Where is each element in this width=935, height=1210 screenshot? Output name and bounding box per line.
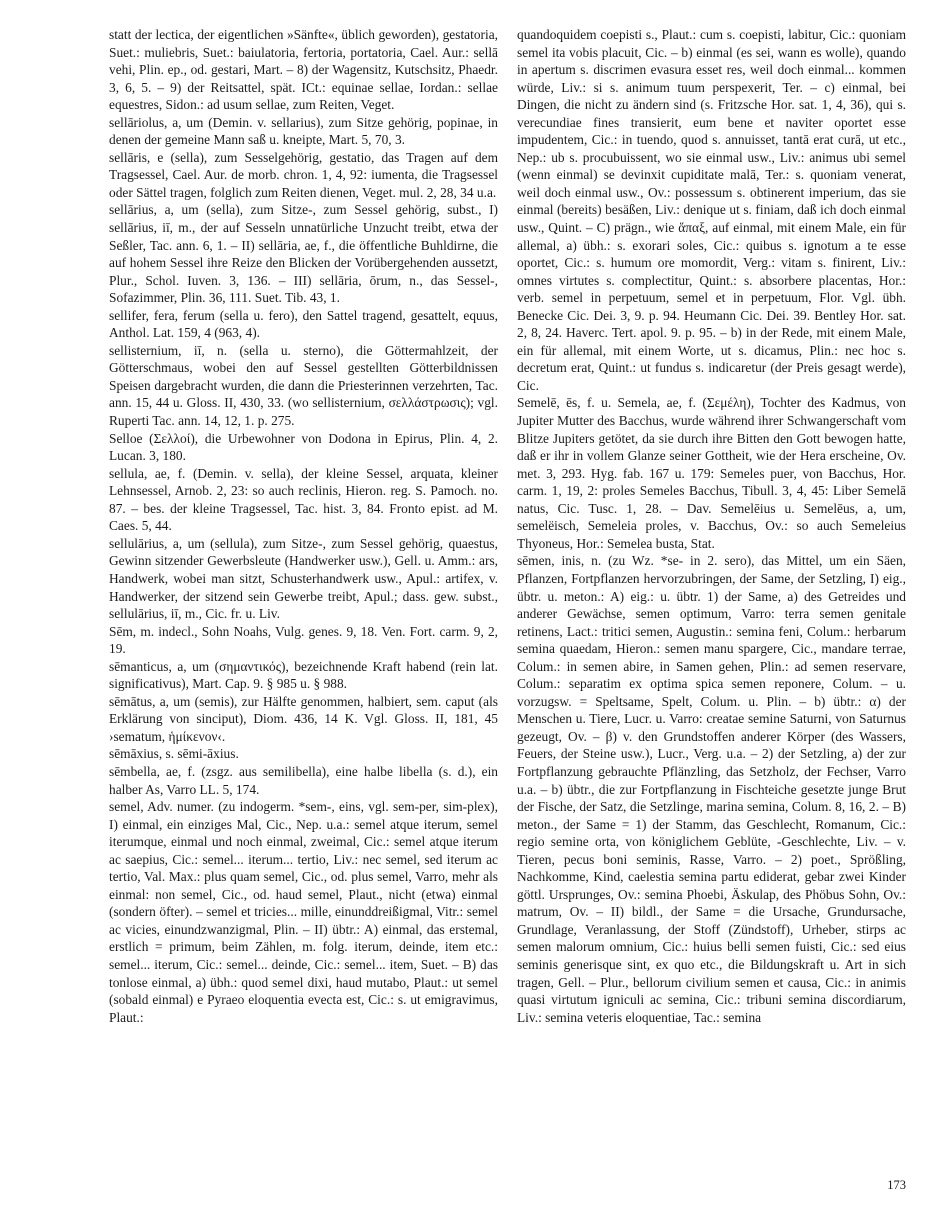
entry-semele bbox=[517, 394, 906, 552]
entry-text: sellāriolus, a, um (Demin. v. sellarius), zum Sitze gehörig, popinae, in denen der gemeine Mann saß u. kneipte, Mart. 5, 70, 3. bbox=[109, 114, 498, 148]
entry-text: sēmāxius, s. sēmi-āxius. bbox=[109, 746, 239, 762]
entry-sematus bbox=[109, 693, 498, 746]
entry-text: Semelē, ēs, f. u. Semela, ae, f. (Σεμέλη), Tochter des Kadmus, von Jupiter Mutter des Bacchus, wurde während ihrer Schwangerschaft vom Blitze Jupiters getötet, da sie durch ihre Bitten den Gott bewogen hatte, daß er ihr in vollem Glanze seiner Gottheit, wie der Hera erscheine, Ov. met. 3, 293. Hyg. fab. 167 u. 179: Semeles puer, von Bacchus, Hor. carm. 1, 19, 2: proles Semeles Bacchus, Tibull. 3, 4, 45: Liber Semelā natus, Cic. Tusc. 1, 28. – Dav. Semelēius u. Semelēus, a, um, semelëisch, Semeleia proles, v. Bacchus, Ov.: so auch Semeleius Thyoneus, Hor.: Semelea busta, Stat. bbox=[517, 395, 906, 551]
entry-text: sellārius, a, um (sella), zum Sitze-, zum Sessel gehörig, subst., I) sellārius, iī, m., der auf Sesseln unnatürliche Unzucht treibt, etwa der Seßler, Tac. ann. 6, 1. – II) sellāria, ae, f., die öffentliche Buhldirne, die auf hohem Sessel ihre Reize den Blicken der Vorübergehenden aussetzt, Plur., Schol. Iuven. 3, 136. – III) sellāria, ōrum, n., das Sessel-, Sofazimmer, Plin. 36, 111. Suet. Tib. 43, 1. bbox=[109, 202, 498, 306]
left-column bbox=[109, 26, 498, 1026]
entry-text: sellula, ae, f. (Demin. v. sella), der kleine Sessel, arquata, kleiner Lehnsessel, Arnob. 2, 23: so auch reclinis, Hieron. reg. S. Pamoch. no. 87. – bes. der kleine Tragsessel, Tac. hist. 3, 84. Fronto epist. ad M. Caes. 5, 44. bbox=[109, 465, 498, 534]
entry-text: semel, Adv. numer. (zu indogerm. *sem-, eins, vgl. sem-per, sim-plex), I) einmal, ein einziges Mal, Cic., Nep. u.a.: semel atque iterum, semel iterumque, einmal und noch einmal, zweimal, Cic.: semel atque iterum ac saepius, Cic.: semel... iterum... tertio, Liv.: nec semel, sed iterum ac tertio, Val. Max.: plus quam semel, Cic., od. plus semel, Varro, mehr als einmal: non semel, Cic., od. haud semel, Plaut., nicht (etwa) einmal (sondern öfter). – semel et tricies... mille, einunddreißigmal, Vitr.: semel ac vicies, einundzwanzigmal, Plin. – II) übtr.: A) einmal, das erstemal, erstlich = primum, beim Zählen, m. folg. iterum, deinde, item etc.: semel... iterum, Cic.: semel... deinde, Cic.: semel... item, Suet. – B) das tonlose einmal, a) übh.: quod semel dixi, haud mutabo, Plaut.: ut semel (sobald einmal) e Pyraeo eloquentia evecta est, Cic.: s. ut emigravimus, Plaut.: bbox=[109, 799, 498, 1025]
entry-semaxius bbox=[109, 745, 498, 763]
entry-text: sēmanticus, a, um (σημαντικός), bezeichnende Kraft habend (rein lat. significativus), Mart. Cap. 9. § 985 u. § 988. bbox=[109, 658, 498, 692]
entry-semanticus bbox=[109, 658, 498, 693]
entry-text: Sēm, m. indecl., Sohn Noahs, Vulg. genes. 9, 18. Ven. Fort. carm. 9, 2, 19. bbox=[109, 623, 498, 657]
entry-sellaris bbox=[109, 149, 498, 202]
entry-sembella bbox=[109, 763, 498, 798]
entry-selloe bbox=[109, 430, 498, 465]
entry-text: sellisternium, iī, n. (sella u. sterno), die Göttermahlzeit, der Götterschmaus, wobei den auf Sessel gestellten Götterbildnissen Speisen dargebracht wurden, die dann die Priesterinnen verzehrten, Tac. ann. 15, 44 u. Gloss. II, 430, 33. (wo sellisternium, σελλάστρωσις); vgl. Ruperti Tac. ann. 14, 12, 1. p. 275. bbox=[109, 342, 498, 429]
entry-sellifer bbox=[109, 307, 498, 342]
right-column bbox=[517, 26, 906, 1026]
entry-text: quandoquidem coepisti s., Plaut.: cum s. coepisti, labitur, Cic.: quoniam semel ita vobis placuit, Cic. – b) einmal (es sei, wann es wolle), quando in apertum s. discrimen evasura esset res, weil doch einmal... kommen würde, Liv.: si s. animum tuum perspexerit, Ter. – c) einmal, bei Dingen, die nicht zu ändern sind (s. Fritzsche Hor. sat. 1, 4, 36), qui s. verecundiae fines transierit, eum bene et naviter oportet esse impudentem, Cic.: in tuendo, quod s. annuisset, tantā erat curā, ut etc., Nep.: ub s. procubuissent, wo sie einmal usw., Liv.: animus ubi semel (wenn einmal) se devinxit cupiditate malā, Ter.: s. quoniam venerat, weil doch einmal usw., Ov.: possessum s. obtinerent imperium, das sie einmal (bereits) besäßen, Liv.: denique ut s. finiam, daß ich doch einmal usw., Quint. – C) prägn., wie ἅπαξ, auf einmal, mit einem Male, ein für allemal, a) übh.: s. exorari soles, Cic.: quibus s. ignotum a te esse oportet, Cic.: s. humum ore momordit, Verg.: vitam s. finirent, Liv.: omnes virtutes s. complectitur, Quint.: s. absorbere placentas, Hor.: verb. semel in perpetuum, semel et in perpetuum, Flor. Vgl. übh. Benecke Cic. Dei. 3, 9. p. 94. Heumann Cic. Dei. 39. Bentley Hor. sat. 2, 8, 24. Haverc. Tert. apol. 9. p. 95. – b) in der Rede, mit einem Male, ein für allemal, mit einem Worte, ut s. dicamus, Plin.: nec hoc s. decretum erat, Quint.: ut fundus s. indicaretur (der Preis gesagt werde), Cic. bbox=[517, 27, 906, 393]
entry-text: sellulārius, a, um (sellula), zum Sitze-, zum Sessel gehörig, quaestus, Gewinn sitzender Gewerbsleute (Handwerker usw.), Gell. u. Amm.: ars, Handwerk, wobei man sitzt, Schusterhandwerk usw., Apul.: artifex, v. Handwerker, der sitzend sein Gewerbe treibt, Apul.; dass. gew. subst., sellulārius, iī, m., Cic. fr. u. Liv. bbox=[109, 535, 498, 622]
entry-sella-continued bbox=[109, 26, 498, 114]
entry-text: sēmen, inis, n. (zu Wz. *se- in 2. sero), das Mittel, um ein Säen, Pflanzen, Fortpflanzen hervorzubringen, der Same, der Setzling, I) eig., übtr. u. meton.: A) eig.: u. übtr. 1) der Same, a) des Getreides und anderer Gewächse, semen optimum, Varro: terra semen genitale retinens, Lact.: tritici semen, Augustin.: semina feni, Colum.: herbarum semina quaedam, Hieron.: semen manu spargere, Cic., mandare terrae, Colum.: in semen abire, in Samen gehen, Plin.: ad semen reservare, Colum.: separatim ex optima spica semen reponere, Colum. – u. vorzugsw. = Speltsame, Spelt, Colum. u. Plin. – b) übtr.: α) der Menschen u. Tiere, Lucr. u. Varro: creatae semine Saturni, von Saturnus gezeugt, Ov. – β) v. den Grundstoffen anderer Körper (des Wassers, Feuers, der Steine usw.), Lucr., Verg. u.a. – 2) der Setzling, a) der zur Fortpflanzung gebrauchte Pflänzling, das Setzholz, der Fechser, Varro u.a. – b) übtr., die zur Fortpflanzung in Fischteiche gesetzte junge Brut der Fische, der Satz, die Setzlinge, marina semina, Colum. 8, 16, 2. – B) meton., der Same = 1) der Stamm, das Geschlecht, Romanum, Cic.: regio semine orta, von königlichem Geblüte, -Geschlechte, Liv. – v. Tieren, pecus boni seminis, Rasse, Varro. – 2) poet., Sprößling, Nachkomme, Kind, caelestia semina partu ediderat, gebar zwei Kinder göttl. Ursprunges, Ov.: semina Phoebi, Äskulap, des Phöbus Sohn, Ov.: matrum, Ov. – II) bildl., der Same = die Ursache, Grundursache, Grundlage, Veranlassung, der Stoff (Zündstoff), Urheber, stirps ac semen malorum omnium, Cic.: huius belli semen fuisti, Cic.: sed eius seminis generisque sint, ex quo etc., die Bildungskraft u. Art in sich tragen, Gell. – Plur., bellorum civilium semen et causa, Cic.: in animis quasi virtutum igniculi ac semina, Cic.: tribuni semina discordiarum, Liv.: semina veteris eloquentiae, Tac.: semina bbox=[517, 553, 906, 1025]
entry-text: statt der lectica, der eigentlichen »Sänfte«, üblich geworden), gestatoria, Suet.: muliebris, Suet.: baiulatoria, fertoria, portatoria, Cael. Aur.: sellā vehi, Plin. ep., od. gestari, Mart. – 8) der Wagensitz, Kutschsitz, Phaedr. 3, 6, 5. – 9) der Reitsattel, spät. ICt.: equinae sellae, Iordan.: sellae equestres, Sidon.: ad usum sellae, zum Reiten, Veget. bbox=[109, 27, 498, 113]
entry-sellisternium bbox=[109, 342, 498, 430]
entry-sem bbox=[109, 623, 498, 658]
entry-text: sellāris, e (sella), zum Sesselgehörig, gestatio, das Tragen auf dem Tragsessel, Cael. Aur. de morb. chron. 1, 4, 92: iumenta, die Tragsessel oder Sättel tragen, folglich zum Reiten dienen, Veget. mul. 2, 28, 34 u.a. bbox=[109, 149, 498, 200]
entry-sellularius bbox=[109, 535, 498, 623]
entry-sellariolus bbox=[109, 114, 498, 149]
entry-semen bbox=[517, 552, 906, 1026]
entry-sellarius bbox=[109, 201, 498, 306]
entry-text: Selloe (Σελλοί), die Urbewohner von Dodona in Epirus, Plin. 4, 2. Lucan. 3, 180. bbox=[109, 430, 498, 464]
entry-text: sēmātus, a, um (semis), zur Hälfte genommen, halbiert, sem. caput (als Erklärung von sinciput), Diom. 436, 14 K. Vgl. Gloss. II, 181, 45 ›sematum, ἡμίκενον‹. bbox=[109, 693, 498, 744]
entry-text: sellifer, fera, ferum (sella u. fero), den Sattel tragend, gesattelt, equus, Anthol. Lat. 159, 4 (963, 4). bbox=[109, 307, 498, 341]
entry-text: sēmbella, ae, f. (zsgz. aus semilibella), eine halbe libella (s. d.), ein halber As, Varro LL. 5, 174. bbox=[109, 763, 498, 797]
page-number: 173 bbox=[887, 1178, 906, 1192]
entry-semel-continued bbox=[517, 26, 906, 394]
entry-semel bbox=[109, 798, 498, 1026]
entry-sellula bbox=[109, 465, 498, 535]
